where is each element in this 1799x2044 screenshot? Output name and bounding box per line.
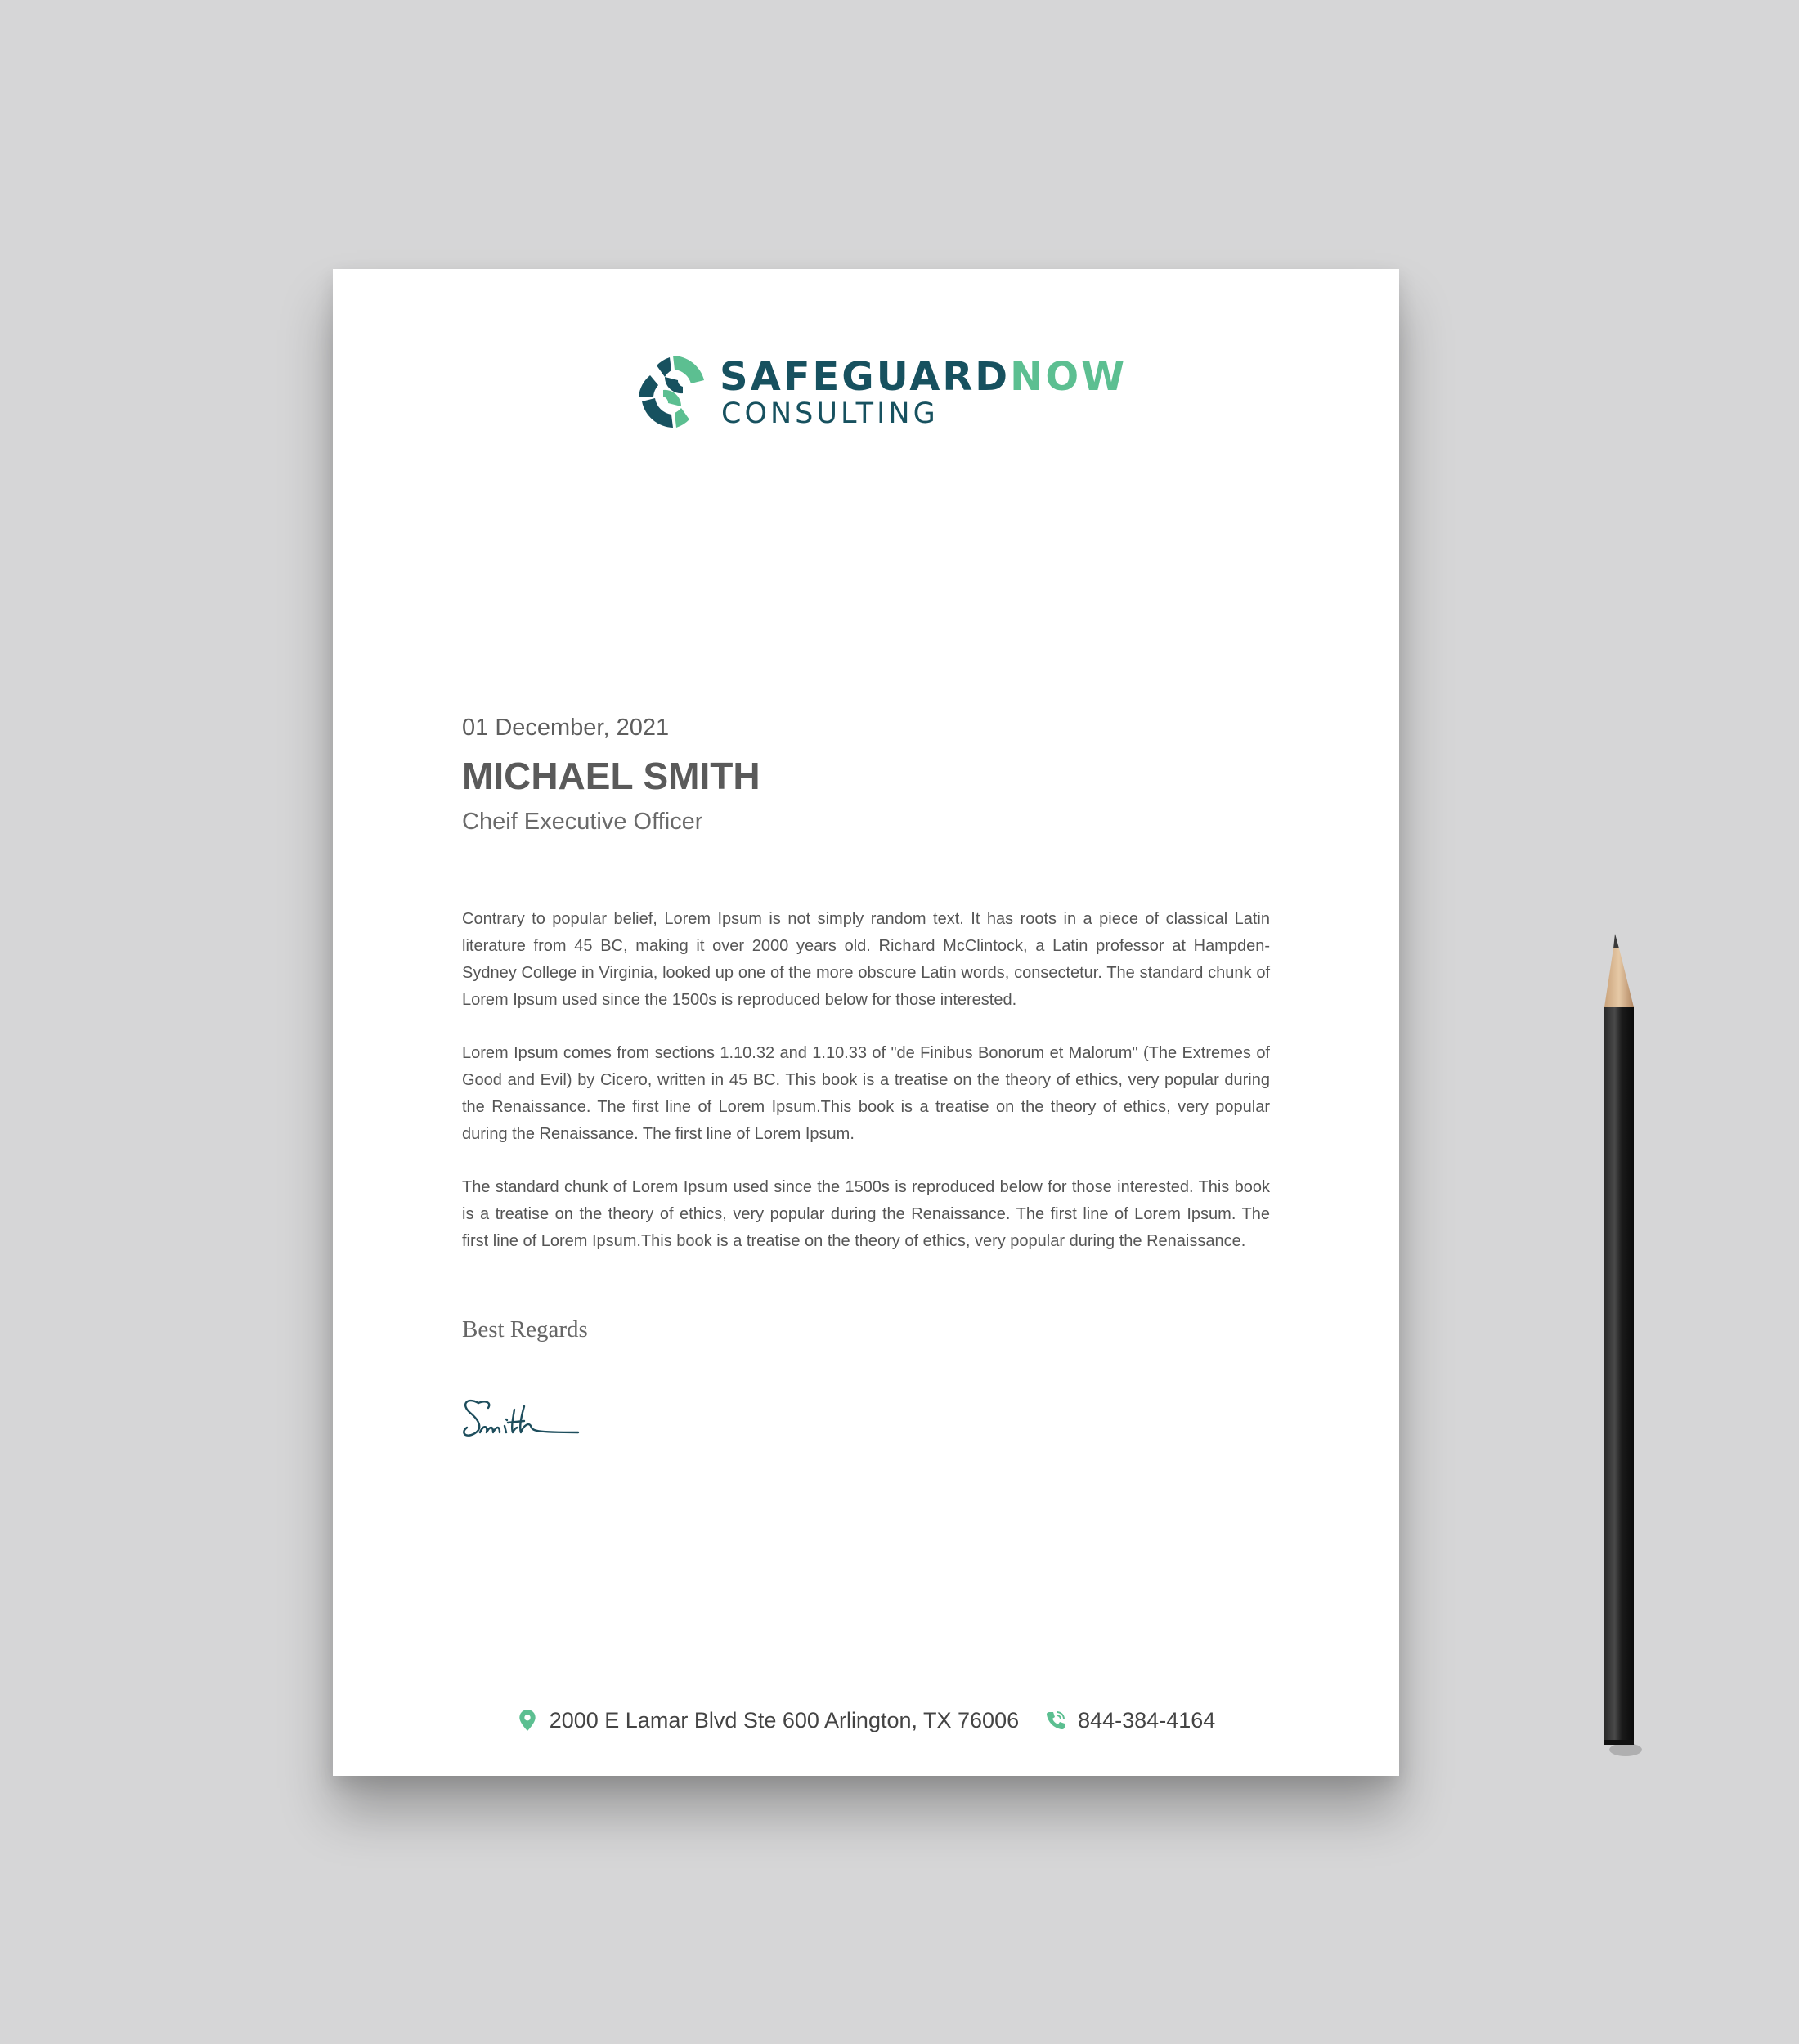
footer-address [517,1708,1019,1733]
letter-date: 01 December, 2021 [462,715,670,741]
phone-text: 844-384-4164 [1078,1707,1216,1732]
logo-subtitle: CONSULTING [721,397,939,430]
phone-icon [1045,1709,1066,1732]
logo-word-now: NOW [1010,354,1128,400]
signature [455,1385,586,1450]
letter-body [462,906,1270,1281]
body-paragraph-1: Contrary to popular belief, Lorem Ipsum is not simply random text. It has roots in a piece of classical Latin literature from 45 BC, making it over 2000 years old. Richard McClintock, a Latin professor at Hampden-Sydney College in Virginia, looked up one of the more obscure Latin words, consectetur. The standard chunk of Lorem Ipsum used since the 1500s is reproduced below for those interested. [462,910,1270,1009]
logo-word-safeguard: SAFEGUARD [720,354,1011,400]
logo-wordmark [720,354,1128,400]
logo-mark-icon [632,351,714,433]
body-paragraph-2: Lorem Ipsum comes from sections 1.10.32 and 1.10.33 of "de Finibus Bonorum et Malorum" (The Extremes of Good and Evil) by Cicero, written in 45 BC. This book is a treatise on the theory of ethics, very popular during the Renaissance. The first line of Lorem Ipsum.This book is a treatise on the theory of ethics, very popular during the Renaissance. The first line of Lorem Ipsum. [462,1044,1270,1143]
location-pin-icon [517,1709,538,1732]
letter-page [333,269,1399,1776]
company-logo [632,351,1128,441]
footer-phone [1045,1708,1215,1733]
recipient-name: MICHAEL SMITH [462,755,760,797]
footer-contact [333,1704,1399,1737]
pencil [1595,932,1644,1766]
address-text: 2000 E Lamar Blvd Ste 600 Arlington, TX 76006 [549,1707,1020,1732]
recipient-title: Cheif Executive Officer [462,809,703,835]
body-paragraph-3: The standard chunk of Lorem Ipsum used since the 1500s is reproduced below for those interested. This book is a treatise on the theory of ethics, very popular during the Renaissance. The first line of Lorem Ipsum. The first line of Lorem Ipsum.This book is a treatise on the theory of ethics, very popular during the Renaissance. [462,1178,1270,1250]
closing-text: Best Regards [462,1316,588,1342]
